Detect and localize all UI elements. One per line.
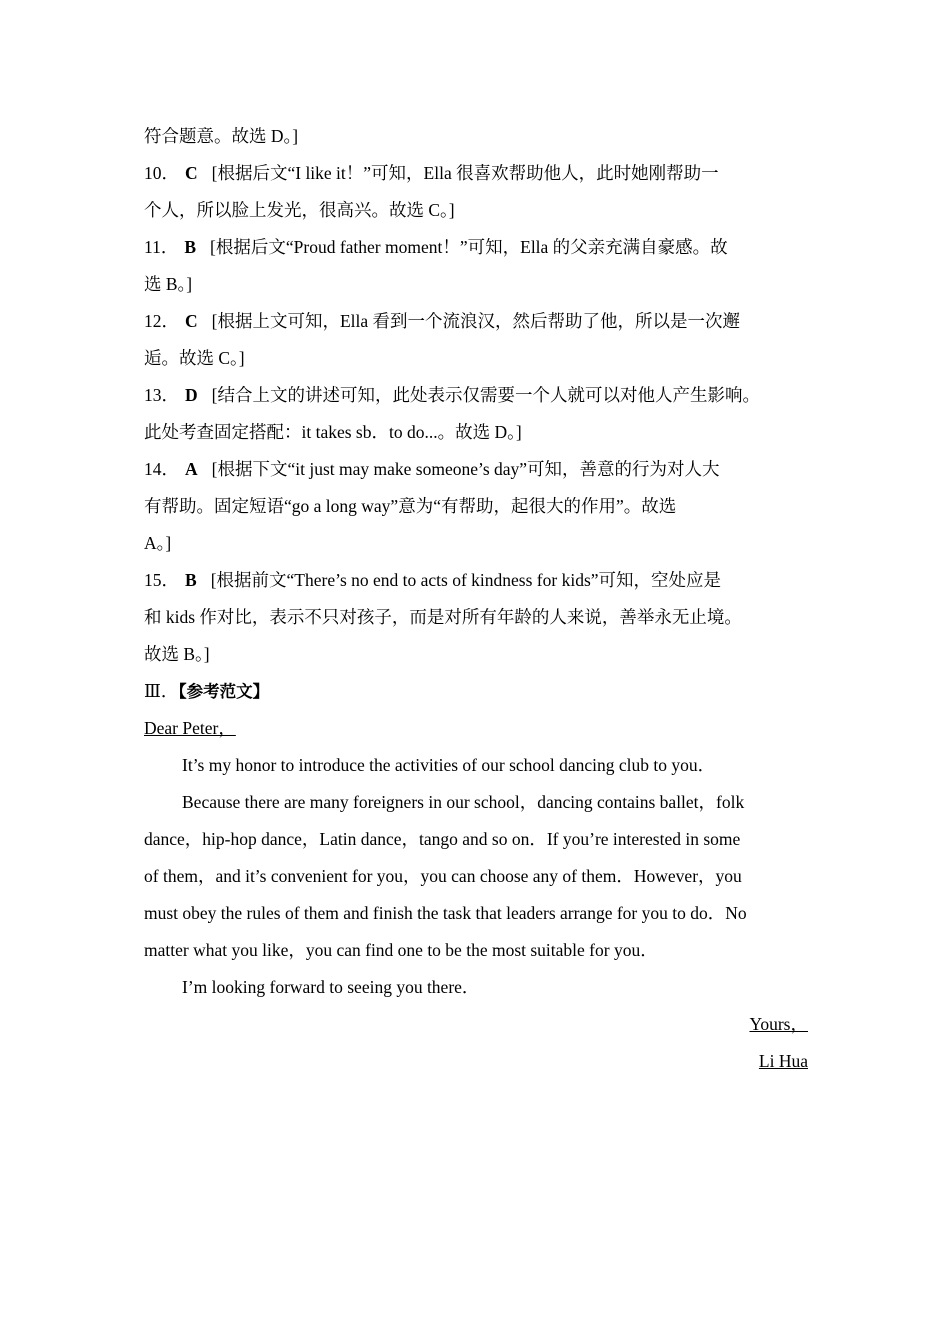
essay-paragraph-1: It’s my honor to introduce the activities of our school dancing club to you．: [182, 755, 716, 775]
essay-paragraph-2-line: dance，hip-hop dance，Latin dance，tango and so on．If you’re interested in some: [144, 829, 741, 849]
text-line: 个人，所以脸上发光，很高兴。故选 C。]: [144, 200, 455, 220]
text-line: 故选 B。]: [144, 644, 210, 664]
answer-item-15: [144, 562, 808, 599]
answer-letter: C: [185, 311, 198, 331]
answer-item-12: [144, 303, 808, 340]
section-heading: [144, 673, 808, 710]
essay-paragraph-2-line: Because there are many foreigners in our school，dancing contains ballet，folk: [182, 792, 745, 812]
closing-text: Yours，: [749, 1014, 808, 1034]
item-number: 15．: [144, 570, 179, 590]
answer-item-10: [144, 155, 808, 192]
text-line: 和 kids 作对比，表示不只对孩子，而是对所有年龄的人来说，善举永无止境。: [144, 607, 742, 627]
explanation-text: [根据下文“it just may make someone’s day”可知，善意的行为对人大: [211, 459, 720, 479]
answer-letter: C: [185, 163, 198, 183]
item-number: 14．: [144, 459, 179, 479]
essay-paragraph-2-line: matter what you like，you can find one to be the most suitable for you．: [144, 940, 658, 960]
text-line: 有帮助。固定短语“go a long way”意为“有帮助，起很大的作用”。故选: [144, 496, 677, 516]
salutation: [144, 710, 808, 747]
explanation-text: [根据后文“I like it！”可知，Ella 很喜欢帮助他人，此时她刚帮助一: [211, 163, 719, 183]
essay-paragraph-2-line: must obey the rules of them and finish the task that leaders arrange for you to do．No: [144, 903, 747, 923]
explanation-text: [根据前文“There’s no end to acts of kindness for kids”可知，空处应是: [210, 570, 722, 590]
answer-letter: A: [185, 459, 198, 479]
explanation-text: [结合上文的讲述可知，此处表示仅需要一个人就可以对他人产生影响。: [211, 385, 760, 405]
answer-letter: D: [185, 385, 198, 405]
answer-item-14: [144, 451, 808, 488]
signature: [144, 1043, 808, 1080]
text-line: 符合题意。故选 D。]: [144, 126, 299, 146]
essay-paragraph-3: I’m looking forward to seeing you there．: [182, 977, 480, 997]
item-number: 13．: [144, 385, 179, 405]
essay-paragraph-2-line: of them，and it’s convenient for you，you can choose any of them．However，you: [144, 866, 742, 886]
answer-item-13: [144, 377, 808, 414]
answer-content: [144, 118, 808, 1080]
text-line: 此处考查固定搭配：it takes sb．to do...。故选 D。]: [144, 422, 522, 442]
text-line: 逅。故选 C。]: [144, 348, 245, 368]
item-number: 12．: [144, 311, 179, 331]
closing: [144, 1006, 808, 1043]
explanation-text: [根据上文可知，Ella 看到一个流浪汉，然后帮助了他，所以是一次邂: [211, 311, 741, 331]
text-line: A。]: [144, 533, 172, 553]
section-title: 【参考范文】: [178, 682, 270, 701]
signature-text: Li Hua: [758, 1051, 808, 1071]
salutation-text: Dear Peter，: [144, 718, 236, 738]
section-number: Ⅲ．: [144, 681, 179, 701]
answer-letter: B: [185, 570, 197, 590]
explanation-text: [根据后文“Proud father moment！”可知，Ella 的父亲充满自豪感。故: [210, 237, 728, 257]
item-number: 11．: [144, 237, 179, 257]
item-number: 10．: [144, 163, 179, 183]
text-line: 选 B。]: [144, 274, 193, 294]
answer-letter: B: [184, 237, 197, 257]
answer-item-11: [144, 229, 808, 266]
